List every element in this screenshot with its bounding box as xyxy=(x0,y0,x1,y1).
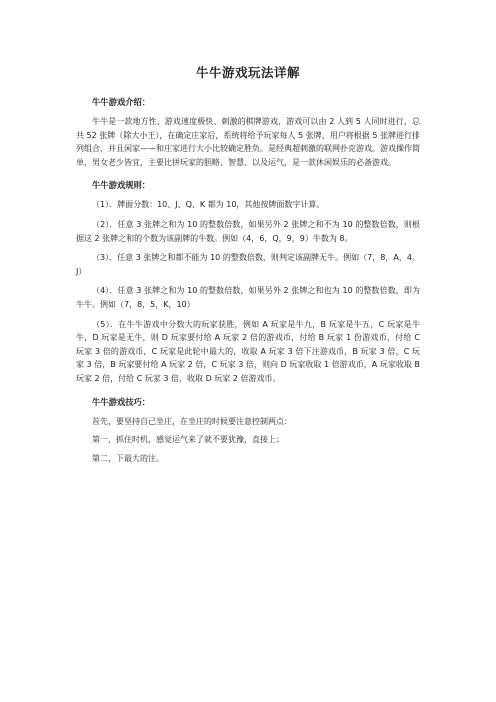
intro-paragraph: 牛牛是一款地方性、游戏速度极快、刺激的棋牌游戏，游戏可以由 2 人到 5 人同时进行，总共 52 张牌（除大小王），在确定庄家后，系统将给予玩家每人 5 张牌，用户将根据 5 张牌进行排列组合，并且闲家——和庄家进行大小比较确定胜负。是经典超刺激的联网扑克游戏。游戏操作简单，男女老少皆宜，主要比拼玩家的胆略、智慧、以及运气，是一款休闲娱乐的必备游戏。 xyxy=(76,117,420,167)
tip-item-3: 第二，下最大的注。 xyxy=(92,453,164,463)
rule-item-2: （2）．任意 3 张牌之和为 10 的整数倍数，如果另外 2 张牌之和不为 10 的整数倍数，则根据这 2 张牌之和的个数为该副牌的牛数。例如（4，6，Q，9，9）牛数为 8。 xyxy=(76,219,420,243)
tips-heading: 牛牛游戏技巧： xyxy=(92,396,151,407)
rule-item-5: （5）．在牛牛游戏中分数大的玩家获胜，例如 A 玩家是牛九，B 玩家是牛五，C 玩家是牛牛，D 玩家是无牛，则 D 玩家要付给 A 玩家 2 倍的游戏币，付给 B 玩家 1 份游戏币，付给 C 玩家 3 倍的游戏币，C 玩家是此轮中最大的，收取 A 玩家 3 倍下注游戏币，B 玩家 3 倍，C 玩家 3 倍，B 玩家要付给 A 玩家 2 倍，C 玩家 3 倍，则向 D 玩家收取 1 倍游戏币，A 玩家收取 B 玩家 2 倍，付给 C 玩家 3 倍，收取 D 玩家 2 倍游戏币。 xyxy=(76,319,420,383)
rule-item-3: （3）．任意 3 张牌之和都不能为 10 的整数倍数，则判定该副牌无牛。例如（7，8，A，4。J） xyxy=(76,253,420,276)
tip-item-1: 首先，要坚持自己坐庄，在坐庄的时候要注意控制两点： xyxy=(92,416,292,426)
intro-heading: 牛牛游戏介绍： xyxy=(92,97,151,107)
rule-item-1: （1）．牌面分数：10、J、Q、K 都为 10，其他按牌面数字计算。 xyxy=(92,200,325,210)
rules-heading: 牛牛游戏规则： xyxy=(92,180,151,191)
tip-item-2: 第一，抓住时机，感觉运气来了就不要犹豫，直接上； xyxy=(92,435,284,445)
document-title: 牛牛游戏玩法详解 xyxy=(195,65,300,80)
rule-item-4: （4）．任意 3 张牌之和为 10 的整数倍数，如果另外 2 张牌之和也为 10 的整数倍数，即为牛牛。例如（7，8，5，K，10） xyxy=(76,286,420,309)
